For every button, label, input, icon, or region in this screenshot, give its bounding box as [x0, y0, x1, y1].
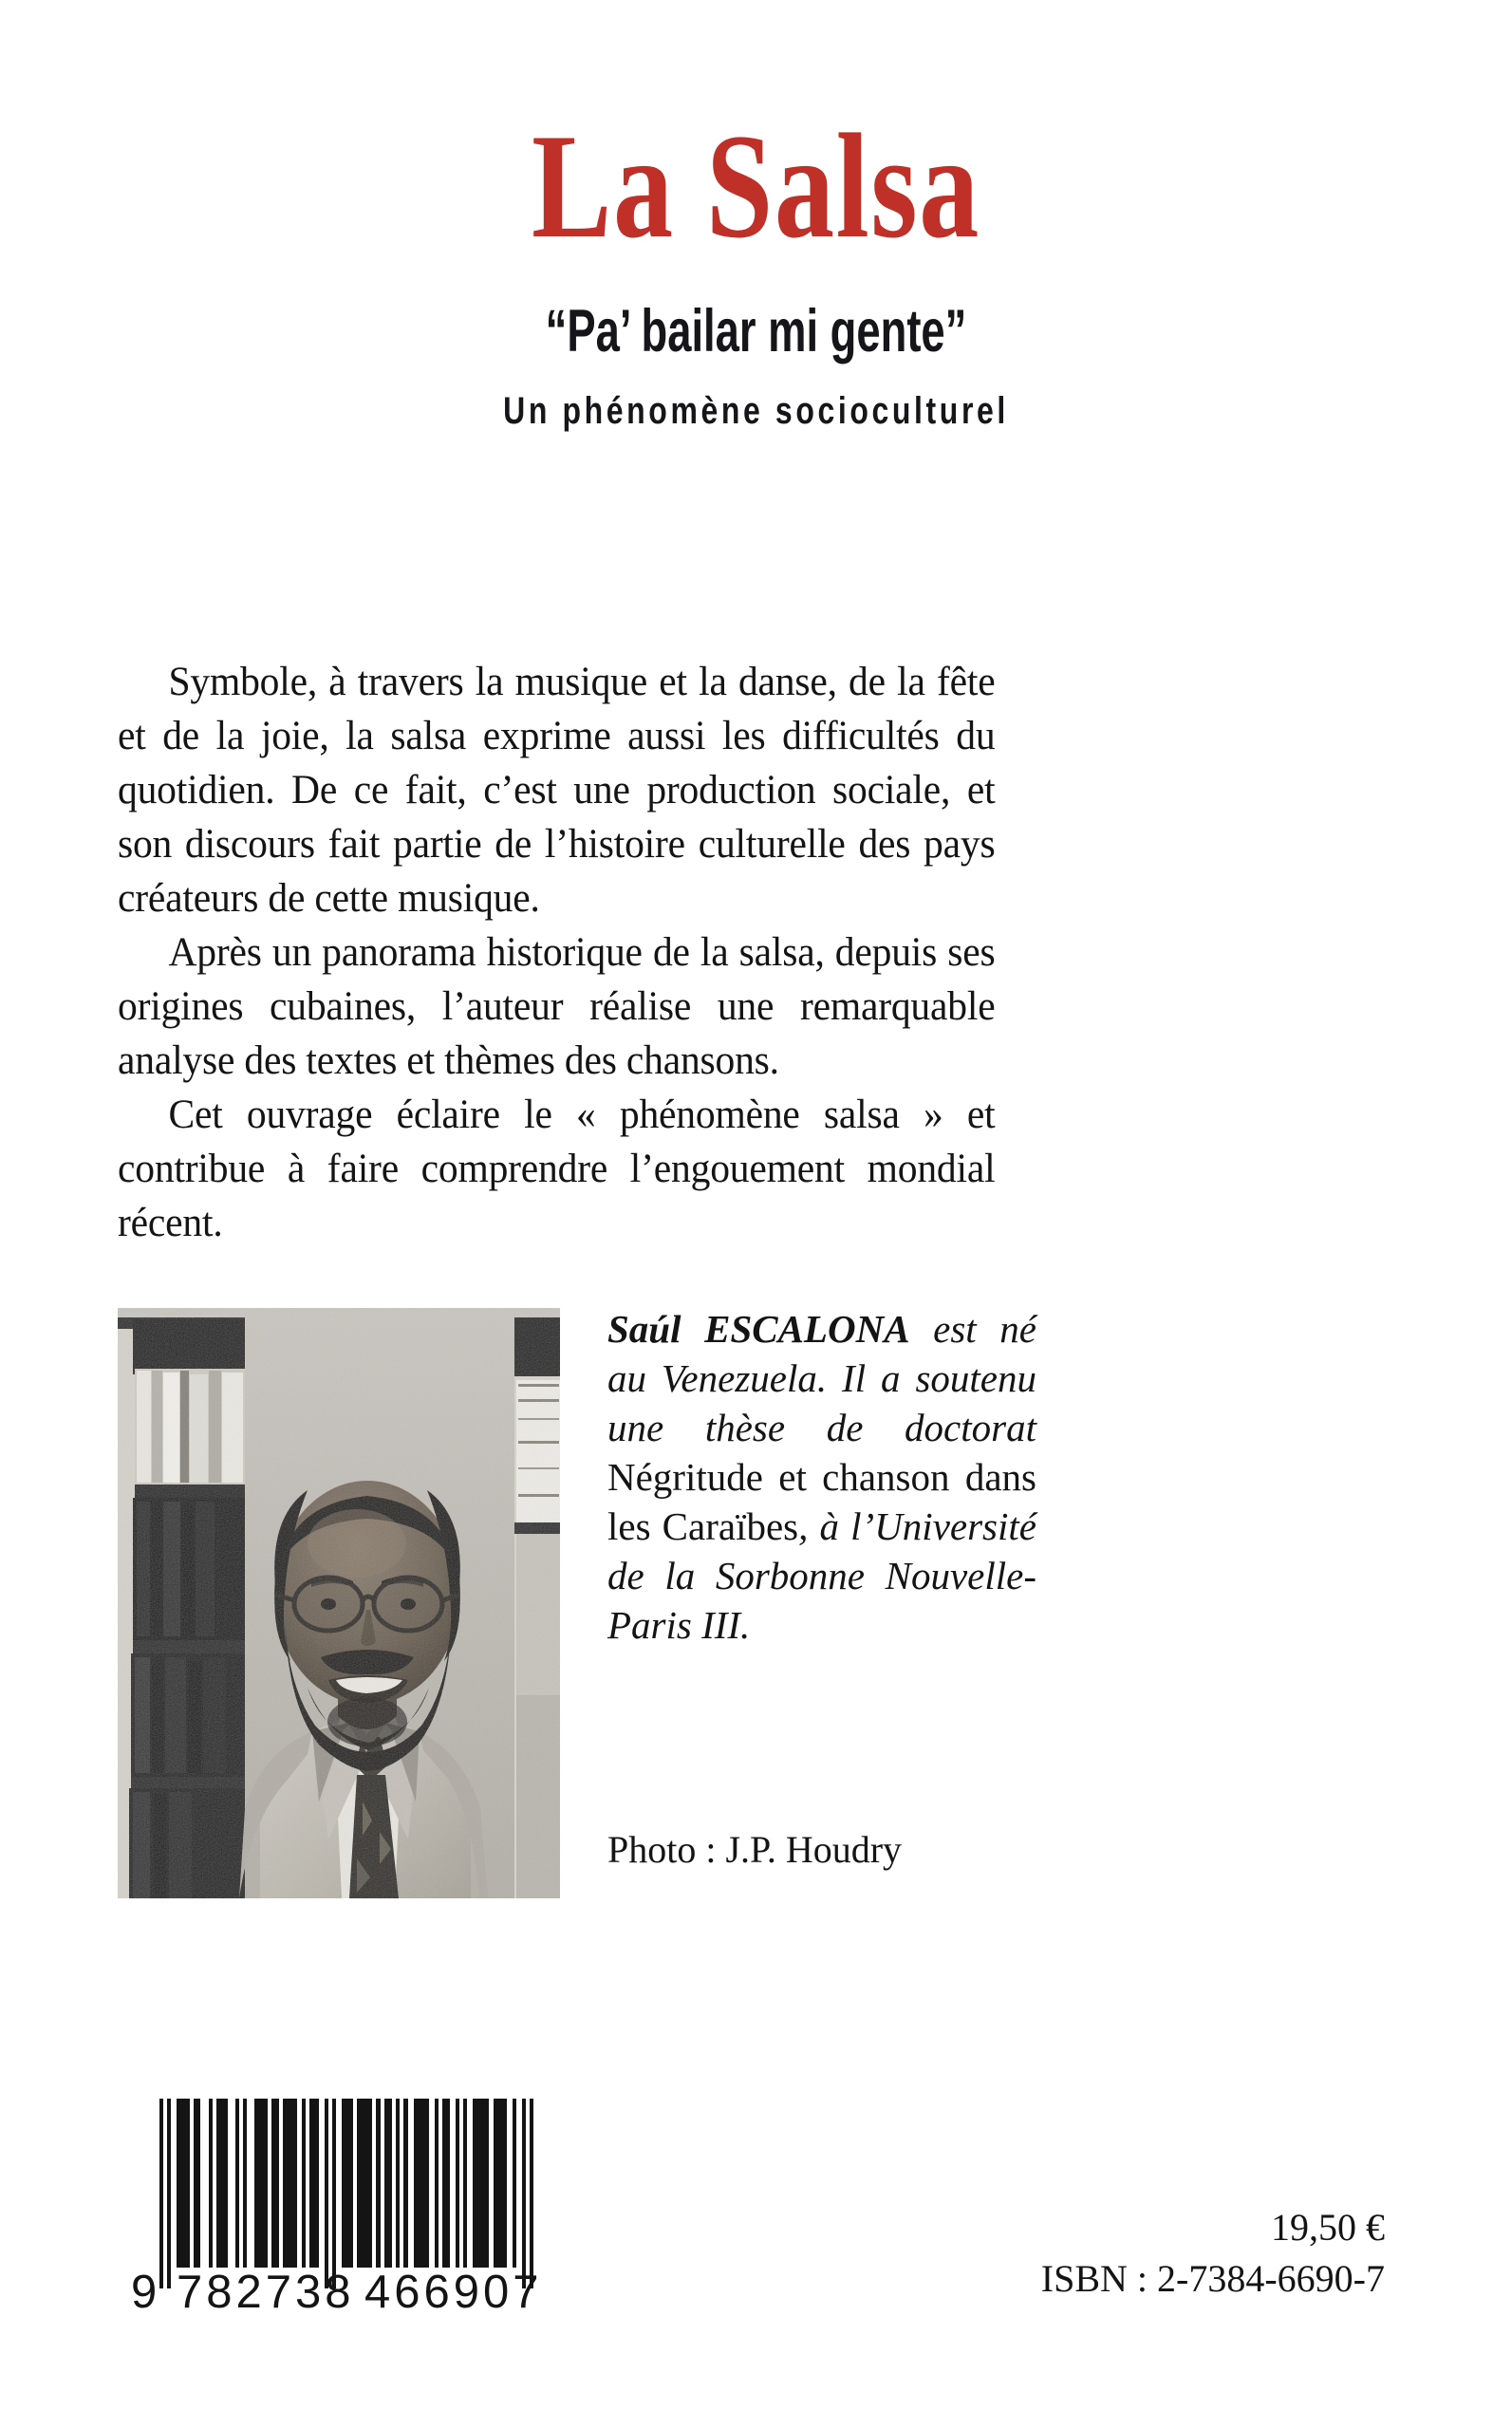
barcode-lead-digit: 9 — [131, 2267, 158, 2313]
barcode-group-right: 466907 — [364, 2267, 543, 2313]
blurb-paragraph-1: Symbole, à travers la musique et la danse, de la fête et de la joie, la salsa exprime aussi les difficultés du quotidien. De ce fait, c’est une production sociale, et son discours fait partie de l’histoire culturelle des pays créateurs de cette musique. — [118, 659, 996, 921]
author-portrait-image — [118, 1308, 560, 1898]
isbn: ISBN : 2-7384-6690-7 — [1040, 2257, 1385, 2300]
page-title: La Salsa — [532, 103, 980, 270]
barcode-graphic — [125, 2093, 552, 2313]
author-bio-part-2: , à l’Université de la Sorbonne Nouvelle-Paris III. — [607, 1504, 1036, 1647]
cover-title-block — [0, 103, 1512, 432]
author-bio-part-1: est né au Venezuela. Il a soutenu une thèse de doctorat — [607, 1307, 1036, 1449]
author-bio — [607, 1304, 1036, 1650]
author-name: Saúl ESCALONA — [607, 1307, 910, 1351]
author-photo — [118, 1308, 560, 1898]
cover-tagline: Un phénomène socioculturel — [503, 390, 1009, 432]
back-cover-blurb — [118, 655, 1036, 1250]
price-isbn-block — [1041, 2202, 1385, 2305]
cover-subtitle: “Pa’ bailar mi gente” — [545, 298, 967, 364]
price: 19,50 € — [1271, 2206, 1385, 2249]
ean13-barcode — [125, 2093, 552, 2313]
photo-credit: Photo : J.P. Houdry — [607, 1828, 903, 1871]
barcode-group-left: 782738 — [177, 2267, 355, 2313]
blurb-paragraph-3: Cet ouvrage éclaire le « phénomène salsa » et contribue à faire comprendre l’engouement mondial récent. — [118, 1092, 996, 1245]
author-thesis-title: Négritude et chanson dans les Caraïbes — [607, 1455, 1036, 1548]
blurb-paragraph-2: Après un panorama historique de la salsa, depuis ses origines cubaines, l’auteur réalise une remarquable analyse des textes et thèmes des chansons. — [118, 929, 996, 1083]
